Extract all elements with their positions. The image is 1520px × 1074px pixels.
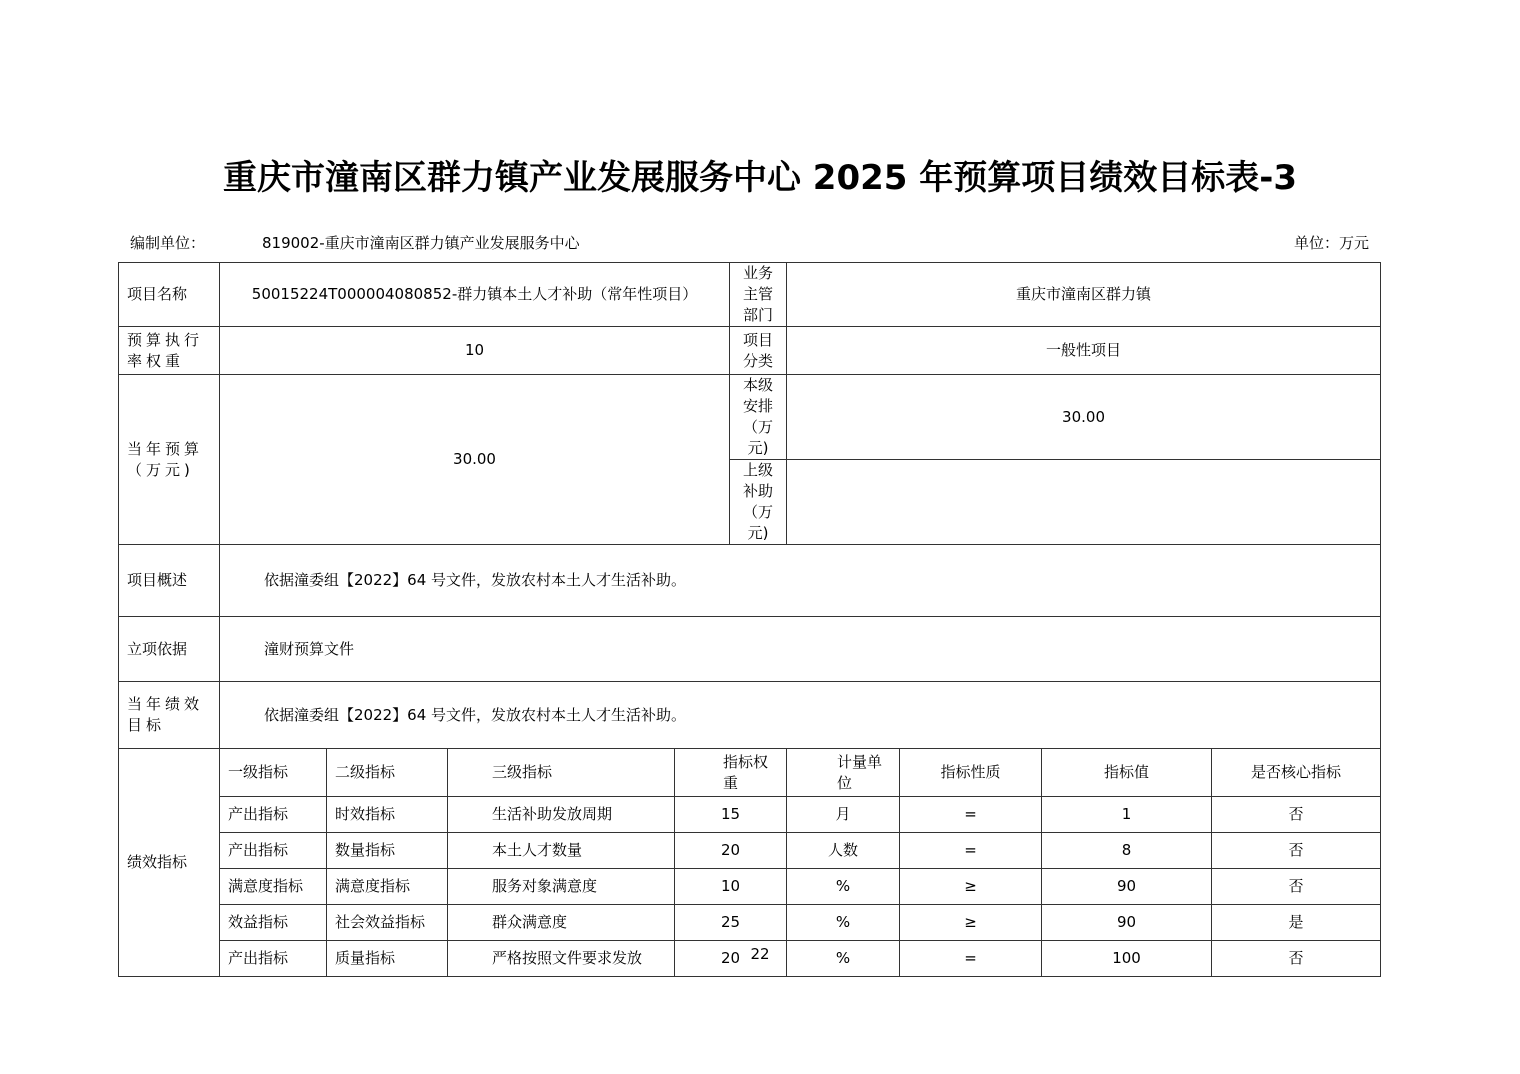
goal-value: 依据潼委组【2022】64 号文件，发放农村本土人才生活补助。: [220, 682, 1381, 749]
row4-value: 90: [1042, 905, 1212, 941]
row4-level2: 社会效益指标: [327, 905, 448, 941]
row5-value: 100: [1042, 941, 1212, 977]
row4-core: 是: [1212, 905, 1381, 941]
row4-weight: 25: [675, 905, 787, 941]
row1-level3: 生活补助发放周期: [448, 797, 675, 833]
row2-nature: =: [900, 833, 1042, 869]
row5-unit: %: [787, 941, 900, 977]
unit-label: 单位：万元: [1293, 234, 1369, 252]
row4-unit: %: [787, 905, 900, 941]
row3-core: 否: [1212, 869, 1381, 905]
row1-weight: 15: [675, 797, 787, 833]
weight-label: 预算执行率权重: [119, 327, 220, 375]
org-label: 编制单位：: [130, 234, 206, 252]
row2-weight: 20: [675, 833, 787, 869]
header-core: 是否核心指标: [1212, 749, 1381, 797]
row4-level1: 效益指标: [220, 905, 327, 941]
row2-level1: 产出指标: [220, 833, 327, 869]
basis-value: 潼财预算文件: [220, 617, 1381, 682]
budget-label: 当年预算（万元): [119, 375, 220, 545]
row5-weight: 20: [675, 941, 787, 977]
row2-level3: 本土人才数量: [448, 833, 675, 869]
row5-core: 否: [1212, 941, 1381, 977]
row2-unit: 人数: [787, 833, 900, 869]
budget-value: 30.00: [220, 375, 730, 545]
row3-value: 90: [1042, 869, 1212, 905]
page-number: 22: [750, 945, 770, 963]
local-budget-label: 本级安排（万元): [730, 375, 787, 460]
row2-value: 8: [1042, 833, 1212, 869]
header-level2: 二级指标: [327, 749, 448, 797]
row4-nature: ≥: [900, 905, 1042, 941]
header-weight: 指标权重: [675, 749, 787, 797]
overview-value: 依据潼委组【2022】64 号文件，发放农村本土人才生活补助。: [220, 545, 1381, 617]
row1-value: 1: [1042, 797, 1212, 833]
dept-value: 重庆市潼南区群力镇: [787, 263, 1381, 327]
goal-label: 当年绩效目标: [119, 682, 220, 749]
row4-level3: 群众满意度: [448, 905, 675, 941]
page-title: 重庆市潼南区群力镇产业发展服务中心 2025 年预算项目绩效目标表-3: [222, 158, 1298, 198]
row3-level1: 满意度指标: [220, 869, 327, 905]
row2-level2: 数量指标: [327, 833, 448, 869]
row1-nature: =: [900, 797, 1042, 833]
overview-label: 项目概述: [119, 545, 220, 617]
row5-level1: 产出指标: [220, 941, 327, 977]
row1-level2: 时效指标: [327, 797, 448, 833]
row1-core: 否: [1212, 797, 1381, 833]
weight-value: 10: [220, 327, 730, 375]
row3-weight: 10: [675, 869, 787, 905]
row5-level2: 质量指标: [327, 941, 448, 977]
header-nature: 指标性质: [900, 749, 1042, 797]
local-budget-value: 30.00: [787, 375, 1381, 460]
performance-table: [118, 262, 1381, 977]
upper-subsidy-value: [787, 460, 1381, 545]
header-unit: 计量单位: [787, 749, 900, 797]
org-value: 819002-重庆市潼南区群力镇产业发展服务中心: [262, 234, 580, 252]
dept-label: 业务主管部门: [730, 263, 787, 327]
row5-nature: =: [900, 941, 1042, 977]
category-value: 一般性项目: [787, 327, 1381, 375]
row3-level3: 服务对象满意度: [448, 869, 675, 905]
row2-core: 否: [1212, 833, 1381, 869]
row3-unit: %: [787, 869, 900, 905]
row3-nature: ≥: [900, 869, 1042, 905]
row5-level3: 严格按照文件要求发放: [448, 941, 675, 977]
header-level1: 一级指标: [220, 749, 327, 797]
row1-unit: 月: [787, 797, 900, 833]
row3-level2: 满意度指标: [327, 869, 448, 905]
header-value: 指标值: [1042, 749, 1212, 797]
row1-level1: 产出指标: [220, 797, 327, 833]
basis-label: 立项依据: [119, 617, 220, 682]
project-name-label: 项目名称: [119, 263, 220, 327]
category-label: 项目分类: [730, 327, 787, 375]
upper-subsidy-label: 上级补助（万元): [730, 460, 787, 545]
project-name-value: 50015224T000004080852-群力镇本土人才补助（常年性项目）: [220, 263, 730, 327]
indicators-label: 绩效指标: [119, 749, 220, 977]
header-level3: 三级指标: [448, 749, 675, 797]
